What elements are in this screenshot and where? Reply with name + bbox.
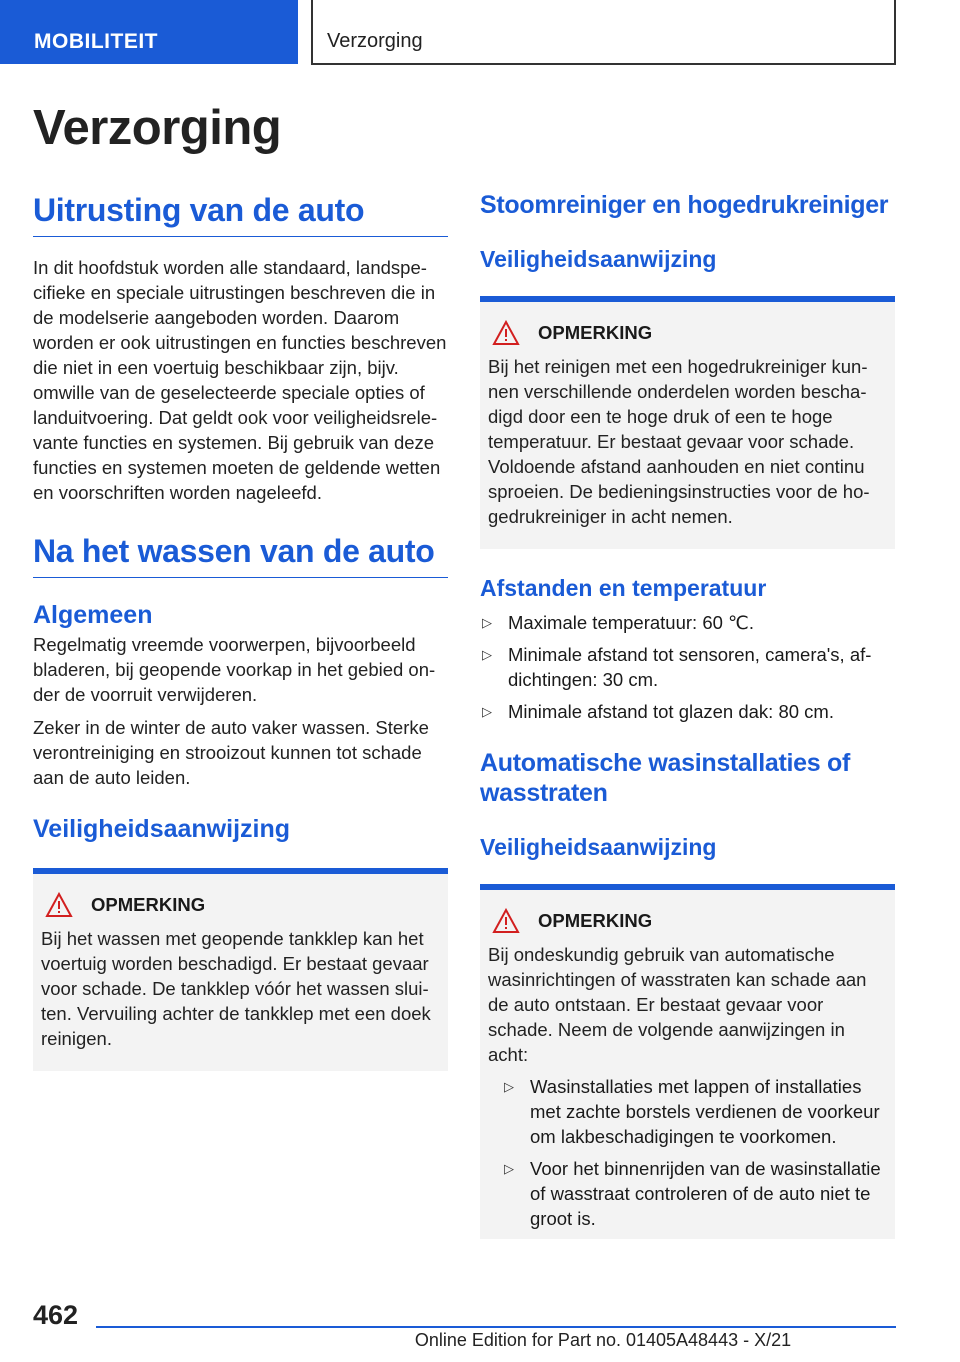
warning-text: Bij het wassen met geopende tankklep kan het voertuig worden beschadigd. Er bestaat gevaar voor schade. De tankklep vóór het wassen sluiten. Vervuiling achter de tankklep met een doek reinigen. [41,928,431,1049]
bullet-triangle-icon: ▷ [482,615,492,630]
car-wash-list [488,1074,887,1231]
page-number: 462 [33,1300,79,1330]
warning-label: OPMERKING [538,910,653,931]
list-item: ▷ Wasinstallaties met lappen of installaties met zachte borstels verdienen de voorkeur om lakbeschadigingen te voorkomen. [504,1076,880,1147]
breadcrumb: Verzorging [311,0,896,65]
warning-label: OPMERKING [538,322,653,343]
heading-car-wash: Automatische wasinstallaties of wasstraten [480,749,850,807]
warning-triangle-icon [492,908,520,934]
general-paragraph-1: Regelmatig vreemde voorwerpen, bijvoorbeeld bladeren, bij geopende voorkap in het gebied onder de voorruit verwijderen. [33,634,436,705]
general-paragraph-2: Zeker in de winter de auto vaker wassen. Sterke verontreiniging en strooizout kunnen tot schade aan de auto leiden. [33,717,429,788]
warning-text: Bij het reinigen met een hogedrukreiniger kunnen verschillende onderdelen worden beschadigd door een te hoge druk of een te hoge temperatuur. Er bestaat gevaar voor schade. Voldoende afstand aanhouden en niet continu sproeien. De bedieningsinstructies voor de hogedrukreiniger in acht nemen. [488,356,870,527]
left-column [33,190,448,1071]
bullet-triangle-icon: ▷ [482,647,492,662]
section-tab: MOBILITEIT [0,0,298,64]
page-title: Verzorging [33,101,282,155]
list-item: ▷ Maximale temperatuur: 60 ℃. [482,612,754,633]
heading-distances: Afstanden en temperatuur [480,575,767,601]
heading-safety-car-wash: Veiligheidsaanwijzing [480,834,717,860]
bullet-triangle-icon: ▷ [504,1161,514,1176]
right-column [480,190,895,1239]
heading-general: Algemeen [33,601,153,629]
list-item: ▷ Voor het binnenrijden van de wasinstallatie of wasstraat controleren of de auto niet te groot is. [504,1158,881,1229]
warning-box-car-wash [480,884,895,1239]
warning-triangle-icon [45,892,73,918]
warning-triangle-icon [492,320,520,346]
list-item: ▷ Minimale afstand tot sensoren, camera's, afdichtingen: 30 cm. [482,644,872,690]
heading-steam-cleaner: Stoomreiniger en hogedrukreiniger [480,191,889,219]
distances-list [480,610,895,724]
warning-text: Bij ondeskundig gebruik van automatische wasinrichtingen of wasstraten kan schade aan de auto ontstaan. Er bestaat gevaar voor schade. Neem de volgende aanwijzingen in acht: [488,944,867,1065]
equipment-text: In dit hoofdstuk worden alle standaard, landspecifieke en speciale uitrustingen beschreven die in de modelserie aangeboden worden. Daarom worden er ook uitrustingen en functies beschreven die niet in een voertuig beschikbaar zijn, bijv. omwille van de geselecteerde speciale opties of landuitvoering. Dat geldt ook voor veiligheidsrelevante functies en systemen. Bij gebruik van deze functies en systemen moeten de geldende wetten en voorschriften worden nageleefd. [33,257,447,503]
heading-after-wash: Na het wassen van de auto [33,531,448,578]
heading-safety-steam: Veiligheidsaanwijzing [480,246,717,272]
list-item: ▷ Minimale afstand tot glazen dak: 80 cm. [482,701,834,722]
footer-edition: Online Edition for Part no. 01405A48443 - X/21 [414,1330,792,1350]
heading-equipment: Uitrusting van de auto [33,190,448,237]
bullet-triangle-icon: ▷ [504,1079,514,1094]
warning-label: OPMERKING [91,894,206,915]
bullet-triangle-icon: ▷ [482,704,492,719]
heading-safety-after-wash: Veiligheidsaanwijzing [33,815,291,843]
warning-box-tank-flap [33,868,448,1071]
footer-divider [96,1326,896,1328]
warning-box-pressure-washer [480,296,895,549]
